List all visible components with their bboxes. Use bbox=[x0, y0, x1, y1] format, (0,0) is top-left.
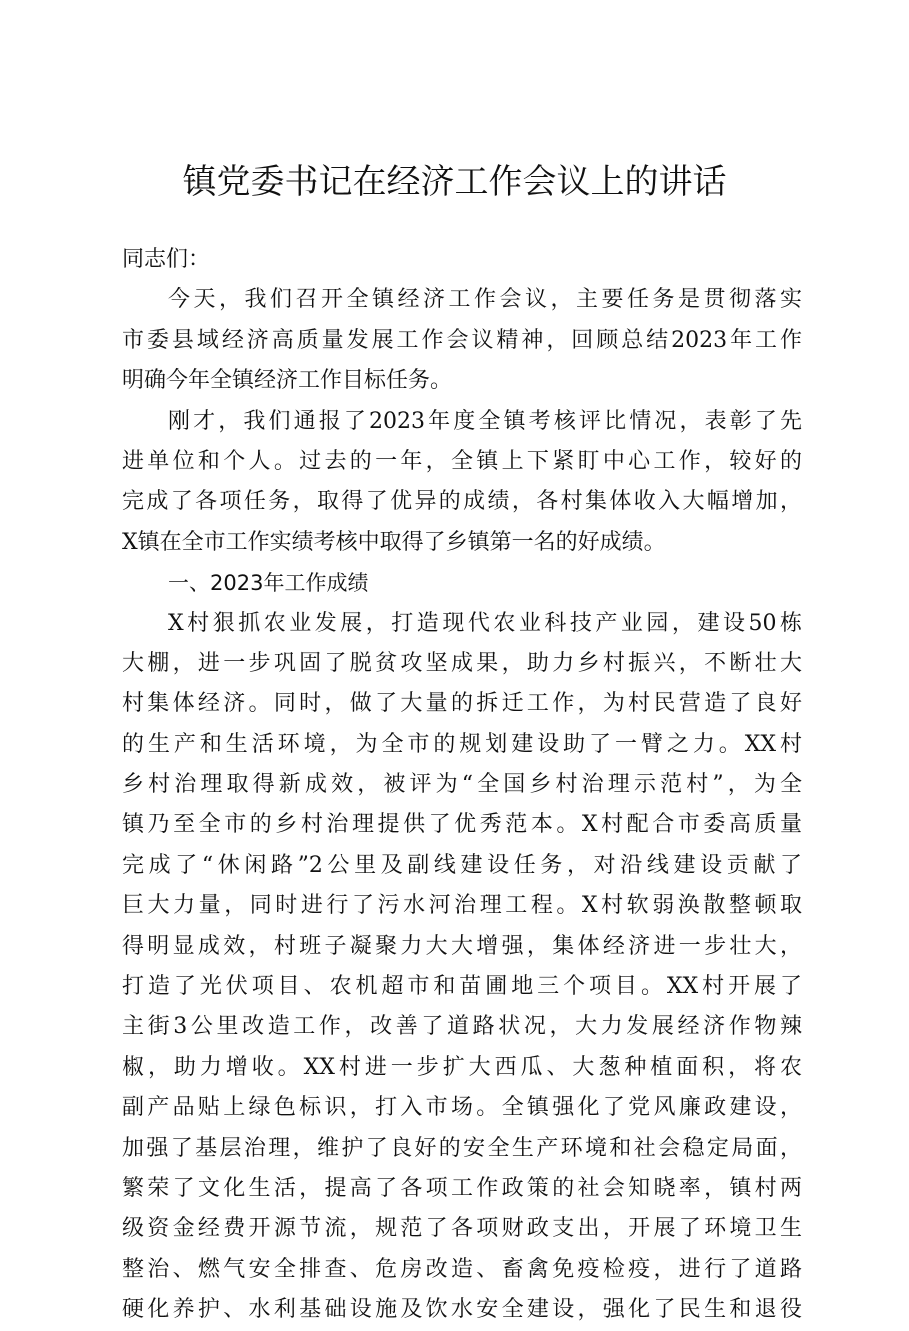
text-line: 明确今年全镇经济工作目标任务。 bbox=[122, 368, 453, 394]
text-line: 镇乃至全市的乡村治理提供了优秀范本。X村配合市委高质量 bbox=[122, 812, 802, 838]
paragraph-lines bbox=[122, 280, 802, 1330]
section-heading: 一、2023年工作成绩 bbox=[168, 571, 369, 596]
text-line: 整治、燃气安全排查、危房改造、畜禽免疫检疫，进行了道路 bbox=[122, 1256, 802, 1282]
text-line: 加强了基层治理，维护了良好的安全生产环境和社会稳定局面， bbox=[122, 1135, 802, 1161]
text-line: 得明显成效，村班子凝聚力大大增强，集体经济进一步壮大， bbox=[122, 933, 802, 959]
text-line: 市委县域经济高质量发展工作会议精神，回顾总结2023年工作 bbox=[122, 327, 802, 353]
text-line: 椒，助力增收。XX村进一步扩大西瓜、大葱种植面积，将农 bbox=[122, 1054, 802, 1080]
text-line: 硬化养护、水利基础设施及饮水安全建设，强化了民生和退役 bbox=[122, 1297, 802, 1323]
document-body bbox=[122, 240, 802, 1331]
text-line: 的生产和生活环境，为全市的规划建设助了一臂之力。XX村 bbox=[122, 731, 802, 757]
text-line: 完成了“休闲路”2公里及副线建设任务，对沿线建设贡献了 bbox=[122, 852, 802, 878]
text-line: 大棚，进一步巩固了脱贫攻坚成果，助力乡村振兴，不断壮大 bbox=[122, 650, 802, 676]
text-line: 进单位和个人。过去的一年，全镇上下紧盯中心工作，较好的 bbox=[122, 448, 802, 474]
text-line: 完成了各项任务，取得了优异的成绩，各村集体收入大幅增加， bbox=[122, 489, 802, 515]
text-line: 打造了光伏项目、农机超市和苗圃地三个项目。XX村开展了 bbox=[122, 974, 802, 1000]
text-line: X镇在全市工作实绩考核中取得了乡镇第一名的好成绩。 bbox=[122, 529, 666, 555]
text-line: 乡村治理取得新成效，被评为“全国乡村治理示范村”，为全 bbox=[122, 772, 802, 798]
text-line: X村狠抓农业发展，打造现代农业科技产业园，建设50栋 bbox=[168, 610, 802, 636]
text-line: 级资金经费开源节流，规范了各项财政支出，开展了环境卫生 bbox=[122, 1216, 802, 1242]
text-line: 刚才，我们通报了2023年度全镇考核评比情况，表彰了先 bbox=[168, 408, 802, 434]
text-line: 村集体经济。同时，做了大量的拆迁工作，为村民营造了良好 bbox=[122, 691, 802, 717]
salutation: 同志们： bbox=[122, 247, 211, 272]
document-title: 镇党委书记在经济工作会议上的讲话 bbox=[182, 162, 727, 202]
text-line: 主街3公里改造工作，改善了道路状况，大力发展经济作物辣 bbox=[122, 1014, 802, 1040]
text-line: 今天，我们召开全镇经济工作会议，主要任务是贯彻落实 bbox=[168, 287, 802, 313]
text-line: 副产品贴上绿色标识，打入市场。全镇强化了党风廉政建设， bbox=[122, 1095, 802, 1121]
text-line: 巨大力量，同时进行了污水河治理工程。X村软弱涣散整顿取 bbox=[122, 893, 802, 919]
text-line: 繁荣了文化生活，提高了各项工作政策的社会知晓率，镇村两 bbox=[122, 1175, 802, 1201]
